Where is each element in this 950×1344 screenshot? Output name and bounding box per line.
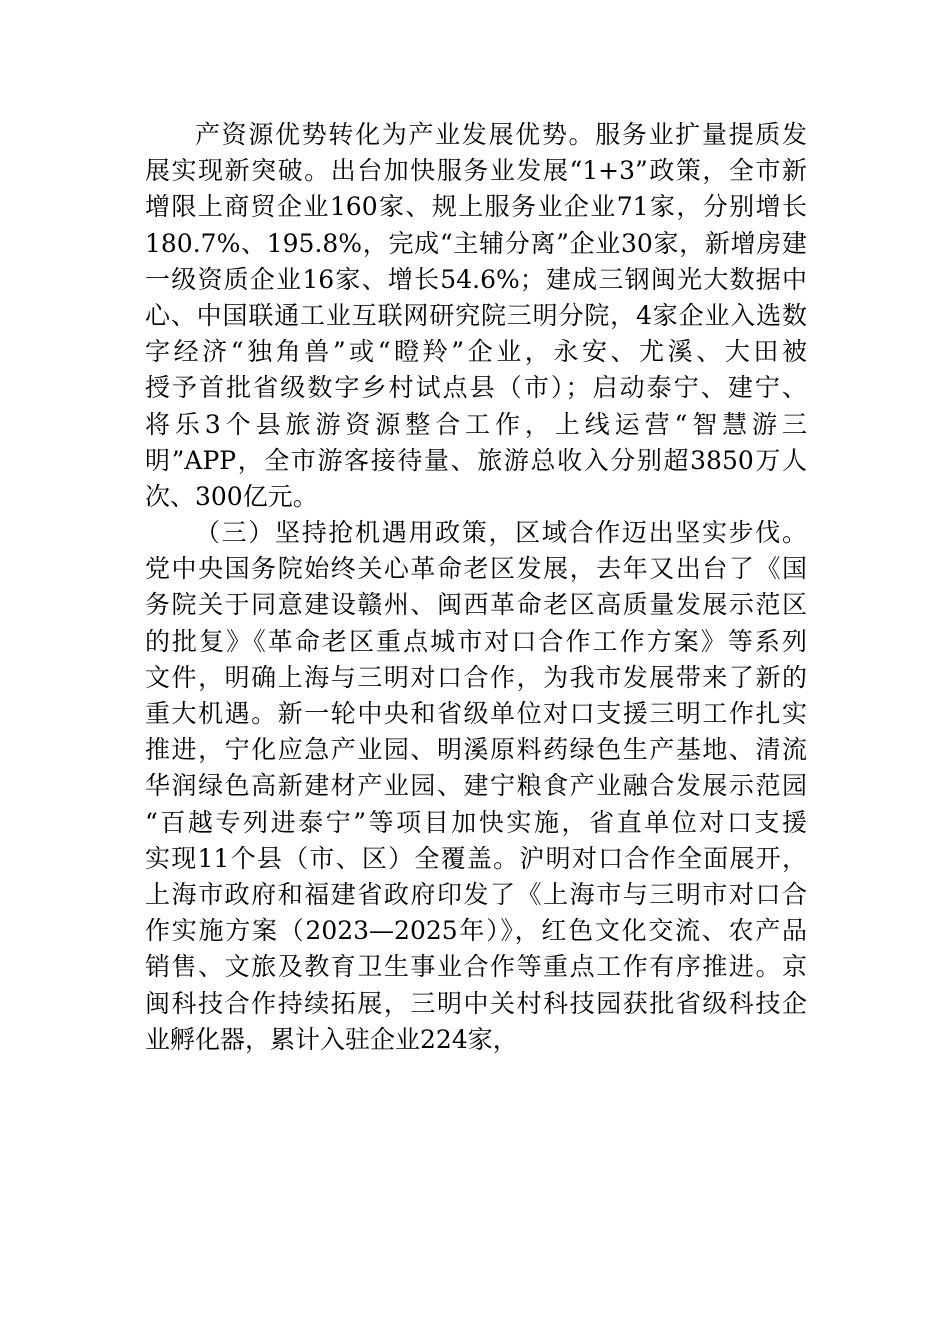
text-line: 180.7%、195.8%，完成“主辅分离”企业30家，新增房建 xyxy=(145,228,807,258)
text-line: 字经济“独角兽”或“瞪羚”企业，永安、尤溪、大田被 xyxy=(145,337,807,367)
text-line: 务院关于同意建设赣州、闽西革命老区高质量发展示范区 xyxy=(145,590,807,620)
text-line: 的批复》《革命老区重点城市对口合作工作方案》等系列 xyxy=(145,626,807,656)
text-line: 产资源优势转化为产业发展优势。服务业扩量提质发 xyxy=(195,120,807,149)
body-text xyxy=(145,117,807,1058)
text-line: 增限上商贸企业160家、规上服务业企业71家，分别增长 xyxy=(145,192,807,222)
text-line: 作实施方案（2023—2025年）》，红色文化交流、农产品 xyxy=(145,916,807,946)
text-line: 授予首批省级数字乡村试点县（市）；启动泰宁、建宁、 xyxy=(145,373,807,403)
text-line: 将乐3个县旅游资源整合工作，上线运营“智慧游三 xyxy=(145,409,807,439)
text-line: 党中央国务院始终关心革命老区发展，去年又出台了《国 xyxy=(145,554,807,584)
text-line: 闽科技合作持续拓展，三明中关村科技园获批省级科技企 xyxy=(145,988,807,1018)
text-line: 文件，明确上海与三明对口合作，为我市发展带来了新的 xyxy=(145,662,807,692)
text-line: 业孵化器，累计入驻企业224家， xyxy=(145,1024,518,1054)
text-line: 一级资质企业16家、增长54.6%；建成三钢闽光大数据中 xyxy=(145,264,807,294)
text-line: 推进，宁化应急产业园、明溪原料药绿色生产基地、清流 xyxy=(145,735,807,765)
text-line: 明”APP，全市游客接待量、旅游总收入分别超3850万人 xyxy=(145,445,807,475)
text-line: 实现11个县（市、区）全覆盖。沪明对口合作全面展开， xyxy=(145,843,807,873)
text-line: 次、300亿元。 xyxy=(145,481,318,511)
text-line: “百越专列进泰宁”等项目加快实施，省直单位对口支援 xyxy=(145,807,807,837)
text-line: 心、中国联通工业互联网研究院三明分院，4家企业入选数 xyxy=(145,300,807,330)
text-line: 重大机遇。新一轮中央和省级单位对口支援三明工作扎实 xyxy=(145,699,807,728)
paragraph-regional-cooperation xyxy=(145,515,807,1058)
text-line: 销售、文旅及教育卫生事业合作等重点工作有序推进。京 xyxy=(145,952,807,982)
text-line: 展实现新突破。出台加快服务业发展“1+3”政策，全市新 xyxy=(145,156,807,186)
paragraph-service-industry xyxy=(145,117,807,515)
text-line: 上海市政府和福建省政府印发了《上海市与三明市对口合 xyxy=(145,879,807,909)
text-line: 华润绿色高新建材产业园、建宁粮食产业融合发展示范园 xyxy=(145,771,807,801)
section-heading: （三）坚持抢机遇用政策，区域合作迈出坚实步伐。 xyxy=(195,518,807,548)
